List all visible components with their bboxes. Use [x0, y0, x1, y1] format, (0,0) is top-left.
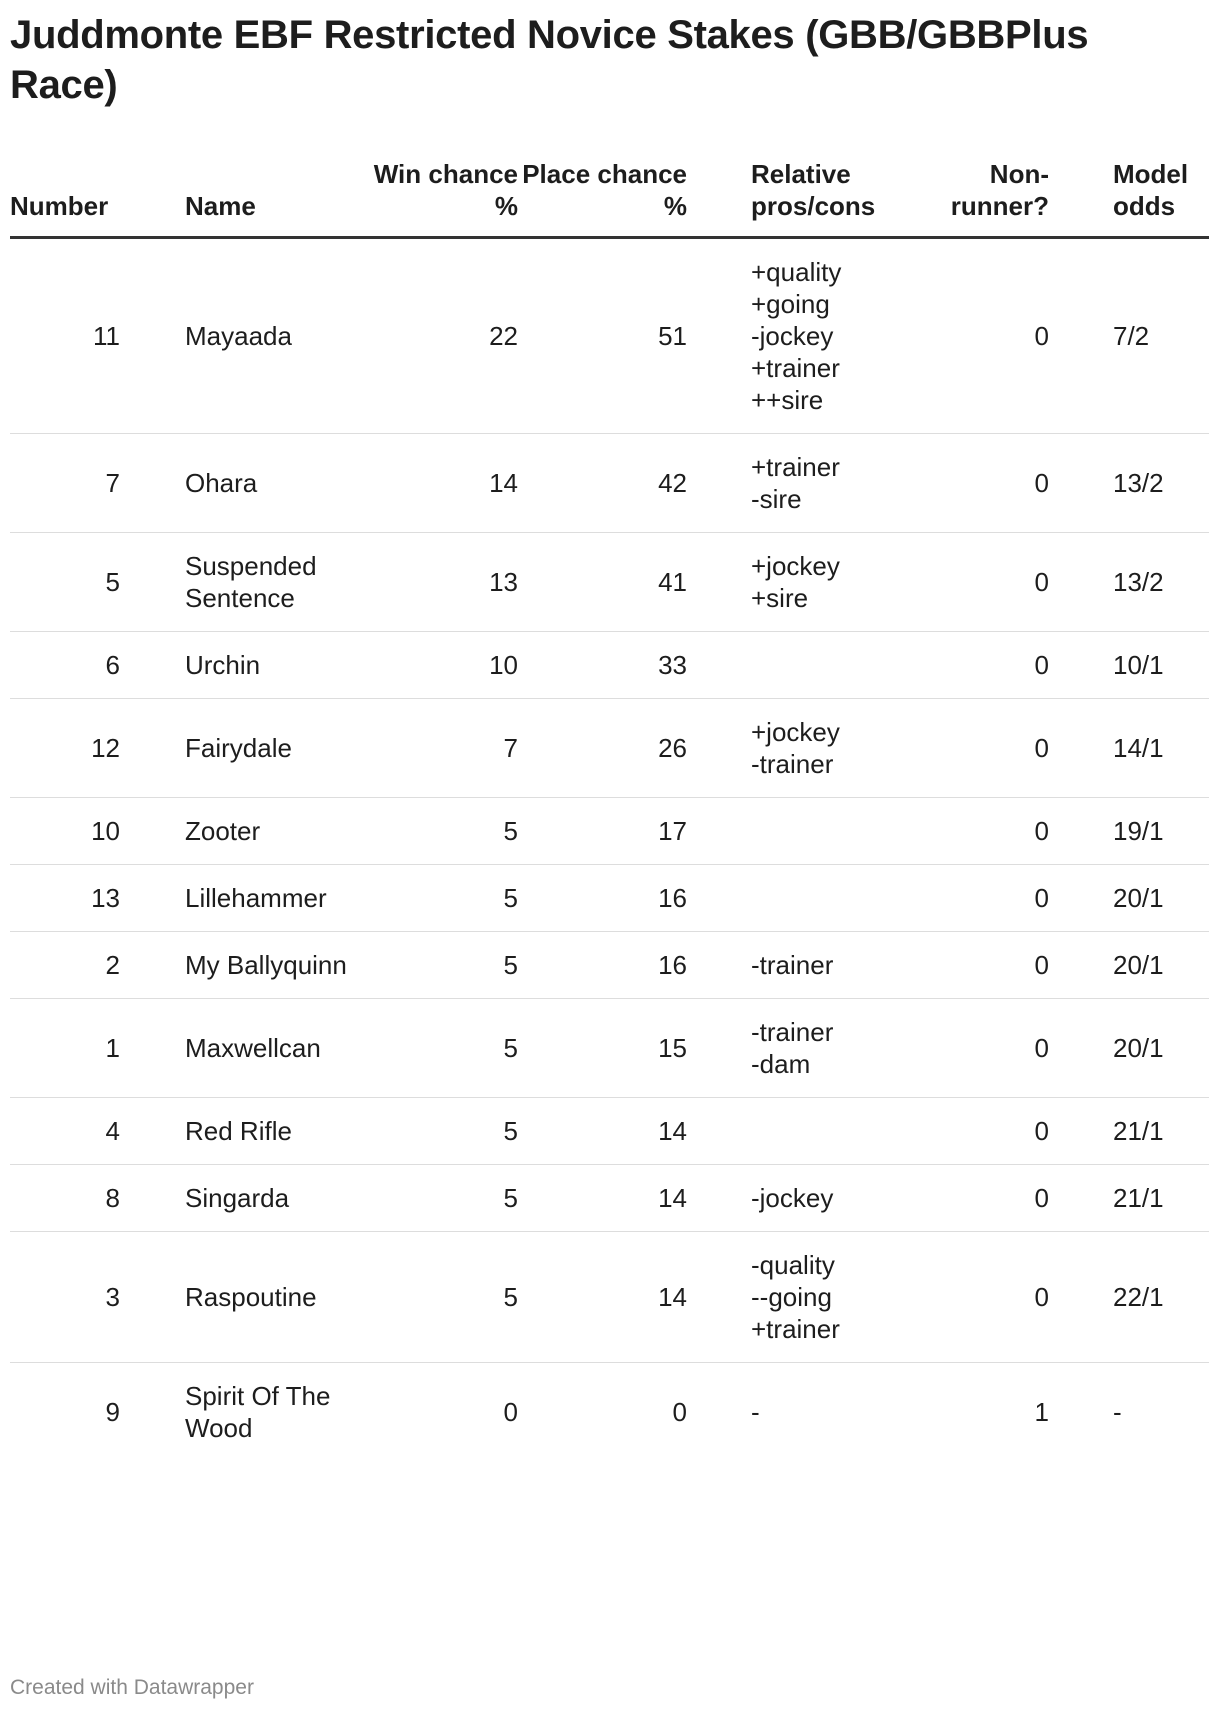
cell-spacer — [120, 865, 185, 932]
cell-win-chance: 13 — [368, 533, 518, 632]
cell-spacer — [1049, 434, 1113, 533]
cell-win-chance: 5 — [368, 1098, 518, 1165]
cell-spacer — [120, 1232, 185, 1363]
cell-spacer — [120, 1165, 185, 1232]
table-row — [10, 699, 1209, 798]
cell-number: 12 — [10, 699, 120, 798]
pros-cons-item: --going — [751, 1282, 832, 1312]
cell-win-chance: 5 — [368, 1165, 518, 1232]
cell-pros-cons — [751, 238, 921, 434]
cell-non-runner: 0 — [921, 533, 1049, 632]
cell-pros-cons — [751, 999, 921, 1098]
cell-non-runner: 0 — [921, 1165, 1049, 1232]
cell-model-odds: 10/1 — [1113, 632, 1209, 699]
cell-win-chance: 5 — [368, 932, 518, 999]
pros-cons-item: +trainer — [751, 1314, 840, 1344]
cell-win-chance: 7 — [368, 699, 518, 798]
cell-spacer — [1049, 1363, 1113, 1462]
cell-place-chance: 33 — [518, 632, 687, 699]
cell-name: Mayaada — [185, 238, 368, 434]
cell-name: Raspoutine — [185, 1232, 368, 1363]
cell-spacer — [120, 238, 185, 434]
table-body — [10, 238, 1209, 1462]
cell-spacer — [1049, 865, 1113, 932]
cell-name: Ohara — [185, 434, 368, 533]
pros-cons-item: +jockey — [751, 551, 840, 581]
cell-spacer — [1049, 1098, 1113, 1165]
cell-spacer — [687, 1232, 751, 1363]
cell-spacer — [687, 1165, 751, 1232]
cell-name: Urchin — [185, 632, 368, 699]
table-row — [10, 865, 1209, 932]
cell-model-odds: 21/1 — [1113, 1165, 1209, 1232]
cell-number: 8 — [10, 1165, 120, 1232]
table-row — [10, 434, 1209, 533]
cell-spacer — [120, 434, 185, 533]
cell-pros-cons — [751, 1363, 921, 1462]
cell-spacer — [1049, 932, 1113, 999]
cell-spacer — [120, 1098, 185, 1165]
pros-cons-item: -jockey — [751, 1183, 834, 1213]
cell-place-chance: 51 — [518, 238, 687, 434]
cell-model-odds: 20/1 — [1113, 932, 1209, 999]
cell-place-chance: 17 — [518, 798, 687, 865]
cell-spacer — [687, 932, 751, 999]
cell-place-chance: 14 — [518, 1165, 687, 1232]
column-header-number[interactable]: Number — [10, 158, 120, 238]
pros-cons-item: +jockey — [751, 717, 840, 747]
cell-place-chance: 14 — [518, 1232, 687, 1363]
column-header-odds[interactable]: Model odds — [1113, 158, 1209, 238]
cell-win-chance: 0 — [503, 1397, 518, 1427]
cell-spacer — [1049, 999, 1113, 1098]
cell-spacer — [1049, 1232, 1113, 1363]
cell-pros-cons — [751, 632, 921, 699]
cell-win-chance: 14 — [368, 434, 518, 533]
cell-spacer — [120, 699, 185, 798]
cell-spacer — [1049, 533, 1113, 632]
cell-spacer — [1049, 699, 1113, 798]
pros-cons-item: +trainer — [751, 353, 840, 383]
cell-spacer — [687, 632, 751, 699]
cell-spacer — [687, 865, 751, 932]
table-row — [10, 632, 1209, 699]
cell-win-chance: 5 — [368, 999, 518, 1098]
cell-number: 11 — [10, 238, 120, 434]
table-row — [10, 932, 1209, 999]
cell-place-chance: 42 — [518, 434, 687, 533]
cell-model-odds: 14/1 — [1113, 699, 1209, 798]
pros-cons-item: - — [751, 1397, 760, 1427]
race-table — [10, 158, 1209, 1461]
cell-pros-cons — [751, 865, 921, 932]
cell-spacer — [687, 434, 751, 533]
cell-number: 9 — [105, 1397, 120, 1427]
cell-number: 1 — [10, 999, 120, 1098]
pros-cons-item: -trainer — [751, 950, 834, 980]
cell-place-chance: 16 — [518, 865, 687, 932]
cell-model-odds: 13/2 — [1113, 533, 1209, 632]
cell-model-odds: 22/1 — [1113, 1232, 1209, 1363]
cell-non-runner: 0 — [921, 865, 1049, 932]
cell-spacer — [120, 999, 185, 1098]
cell-non-runner: 0 — [921, 632, 1049, 699]
cell-place-chance: 41 — [518, 533, 687, 632]
cell-win-chance: 5 — [368, 865, 518, 932]
pros-cons-item: -dam — [751, 1049, 811, 1079]
column-header-pros[interactable]: Relative pros/cons — [751, 158, 921, 238]
cell-number: 13 — [10, 865, 120, 932]
cell-model-odds: - — [1113, 1397, 1122, 1427]
cell-non-runner: 0 — [921, 238, 1049, 434]
cell-spacer — [120, 932, 185, 999]
pros-cons-item: +trainer — [751, 452, 840, 482]
column-spacer — [120, 158, 185, 238]
table-row — [10, 999, 1209, 1098]
cell-win-chance: 5 — [368, 798, 518, 865]
cell-spacer — [120, 798, 185, 865]
cell-win-chance: 5 — [368, 1232, 518, 1363]
table-header-row — [10, 158, 1209, 238]
cell-name: Zooter — [185, 798, 368, 865]
cell-pros-cons — [751, 1232, 921, 1363]
column-header-name[interactable]: Name — [185, 158, 368, 238]
pros-cons-item: -trainer — [751, 1017, 834, 1047]
cell-non-runner: 0 — [921, 699, 1049, 798]
pros-cons-item: -jockey — [751, 321, 834, 351]
cell-pros-cons — [751, 1098, 921, 1165]
cell-non-runner: 0 — [921, 1098, 1049, 1165]
cell-spacer — [1049, 632, 1113, 699]
cell-non-runner: 0 — [921, 932, 1049, 999]
cell-place-chance: 26 — [518, 699, 687, 798]
cell-non-runner: 0 — [921, 434, 1049, 533]
cell-spacer — [687, 533, 751, 632]
column-spacer — [687, 158, 751, 238]
pros-cons-item: +going — [751, 289, 830, 319]
table-row — [10, 1165, 1209, 1232]
column-header-win[interactable]: Win chance % — [368, 158, 518, 238]
cell-non-runner: 1 — [1034, 1397, 1049, 1427]
table-row — [10, 533, 1209, 632]
cell-win-chance: 10 — [368, 632, 518, 699]
cell-number: 7 — [10, 434, 120, 533]
cell-number: 3 — [10, 1232, 120, 1363]
cell-model-odds: 20/1 — [1113, 999, 1209, 1098]
cell-spacer — [687, 798, 751, 865]
cell-win-chance: 22 — [368, 238, 518, 434]
cell-number: 4 — [10, 1098, 120, 1165]
column-spacer — [1049, 158, 1113, 238]
cell-pros-cons — [751, 699, 921, 798]
cell-place-chance: 0 — [672, 1397, 687, 1427]
table-row — [10, 1232, 1209, 1363]
cell-name: Fairydale — [185, 699, 368, 798]
cell-spacer — [687, 699, 751, 798]
pros-cons-item: -quality — [751, 1250, 835, 1280]
cell-name: My Ballyquinn — [185, 932, 368, 999]
pros-cons-item: +quality — [751, 257, 842, 287]
chart-title: Juddmonte EBF Restricted Novice Stakes (GBB/GBBPlus Race) — [10, 13, 1089, 107]
datawrapper-credit: Created with Datawrapper — [10, 1676, 254, 1699]
table-row — [10, 798, 1209, 865]
cell-place-chance: 14 — [518, 1098, 687, 1165]
cell-model-odds: 7/2 — [1113, 238, 1209, 434]
cell-model-odds: 20/1 — [1113, 865, 1209, 932]
cell-model-odds: 19/1 — [1113, 798, 1209, 865]
column-header-nonrunner[interactable]: Non-runner? — [921, 158, 1049, 238]
cell-pros-cons — [751, 932, 921, 999]
cell-spacer — [687, 1363, 751, 1462]
cell-model-odds: 13/2 — [1113, 434, 1209, 533]
cell-pros-cons — [751, 434, 921, 533]
cell-spacer — [1049, 1165, 1113, 1232]
cell-spacer — [120, 1363, 185, 1462]
cell-number: 5 — [10, 533, 120, 632]
cell-pros-cons — [751, 798, 921, 865]
cell-spacer — [687, 999, 751, 1098]
cell-place-chance: 16 — [518, 932, 687, 999]
pros-cons-item: -sire — [751, 484, 802, 514]
cell-spacer — [120, 533, 185, 632]
cell-spacer — [687, 238, 751, 434]
cell-number: 6 — [10, 632, 120, 699]
cell-name: Red Rifle — [185, 1098, 368, 1165]
cell-name: Spirit Of The Wood — [185, 1381, 331, 1443]
pros-cons-item: -trainer — [751, 749, 834, 779]
cell-spacer — [120, 632, 185, 699]
cell-non-runner: 0 — [921, 999, 1049, 1098]
column-header-place[interactable]: Place chance % — [518, 158, 687, 238]
cell-name: Lillehammer — [185, 865, 368, 932]
table-row — [10, 1363, 1209, 1462]
cell-non-runner: 0 — [921, 798, 1049, 865]
cell-number: 10 — [10, 798, 120, 865]
cell-name: Singarda — [185, 1165, 368, 1232]
cell-spacer — [1049, 798, 1113, 865]
cell-non-runner: 0 — [921, 1232, 1049, 1363]
pros-cons-item: +sire — [751, 583, 809, 613]
cell-name: Suspended Sentence — [185, 533, 368, 632]
cell-spacer — [687, 1098, 751, 1165]
table-row — [10, 238, 1209, 434]
table-row — [10, 1098, 1209, 1165]
cell-model-odds: 21/1 — [1113, 1098, 1209, 1165]
cell-pros-cons — [751, 533, 921, 632]
pros-cons-item: ++sire — [751, 385, 824, 415]
cell-pros-cons — [751, 1165, 921, 1232]
cell-place-chance: 15 — [518, 999, 687, 1098]
cell-number: 2 — [10, 932, 120, 999]
cell-name: Maxwellcan — [185, 999, 368, 1098]
cell-spacer — [1049, 238, 1113, 434]
